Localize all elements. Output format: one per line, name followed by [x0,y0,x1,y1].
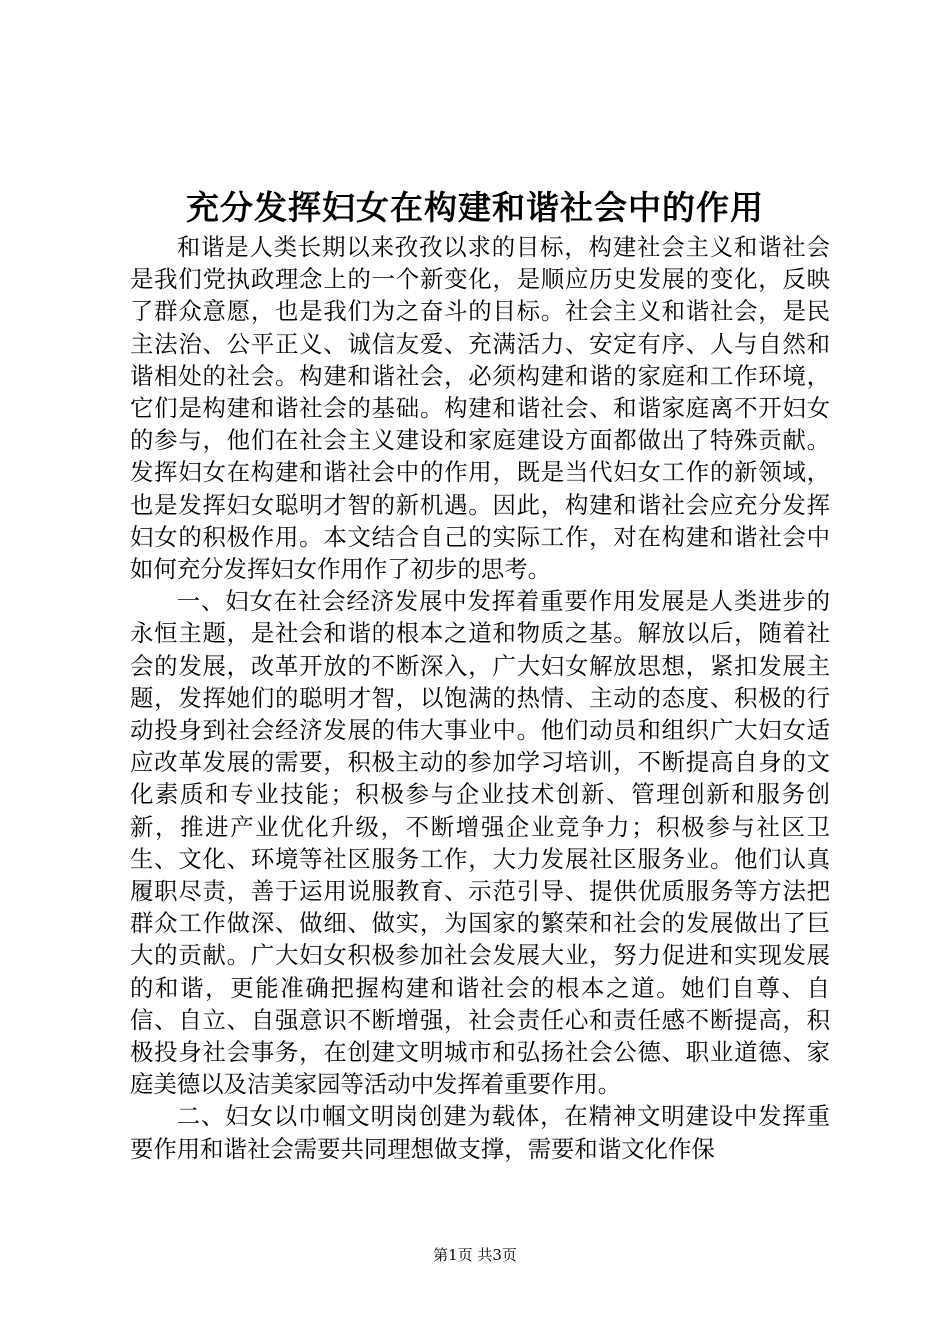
document-body [130,231,830,1165]
document-title: 充分发挥妇女在构建和谐社会中的作用 [186,188,764,227]
paragraph-intro: 和谐是人类长期以来孜孜以求的目标，构建社会主义和谐社会是我们党执政理念上的一个新变化，是顺应历史发展的变化，反映了群众意愿，也是我们为之奋斗的目标。社会主义和谐社会，是民主法治、公平正义、诚信友爱、充满活力、安定有序、人与自然和谐相处的社会。构建和谐社会，必须构建和谐的家庭和工作环境，它们是构建和谐社会的基础。构建和谐社会、和谐家庭离不开妇女的参与，他们在社会主义建设和家庭建设方面都做出了特殊贡献。发挥妇女在构建和谐社会中的作用，既是当代妇女工作的新领域，也是发挥妇女聪明才智的新机遇。因此，构建和谐社会应充分发挥妇女的积极作用。本文结合自己的实际工作，对在构建和谐社会中如何充分发挥妇女作用作了初步的思考。 [130,233,830,584]
page-number-footer: 第1页 共3页 [433,1246,517,1264]
paragraph-section-1: 一、妇女在社会经济发展中发挥着重要作用发展是人类进步的永恒主题，是社会和谐的根本之道和物质之基。解放以后，随着社会的发展，改革开放的不断深入，广大妇女解放思想，紧扣发展主题，发挥她们的聪明才智，以饱满的热情、主动的态度、积极的行动投身到社会经济发展的伟大事业中。他们动员和组织广大妇女适应改革发展的需要，积极主动的参加学习培训，不断提高自身的文化素质和专业技能；积极参与企业技术创新、管理创新和服务创新，推进产业优化升级，不断增强企业竞争力；积极参与社区卫生、文化、环境等社区服务工作，大力发展社区服务业。他们认真履职尽责，善于运用说服教育、示范引导、提供优质服务等方法把群众工作做深、做细、做实，为国家的繁荣和社会的发展做出了巨大的贡献。广大妇女积极参加社会发展大业，努力促进和实现发展的和谐，更能准确把握构建和谐社会的根本之道。她们自尊、自信、自立、自强意识不断增强，社会责任心和责任感不断提高，积极投身社会事务，在创建文明城市和弘扬社会公德、职业道德、家庭美德以及洁美家园等活动中发挥着重要作用。 [130,587,830,1099]
paragraph-section-2: 二、妇女以巾帼文明岗创建为载体，在精神文明建设中发挥重要作用和谐社会需要共同理想做支撑，需要和谐文化作保 [130,1102,830,1163]
